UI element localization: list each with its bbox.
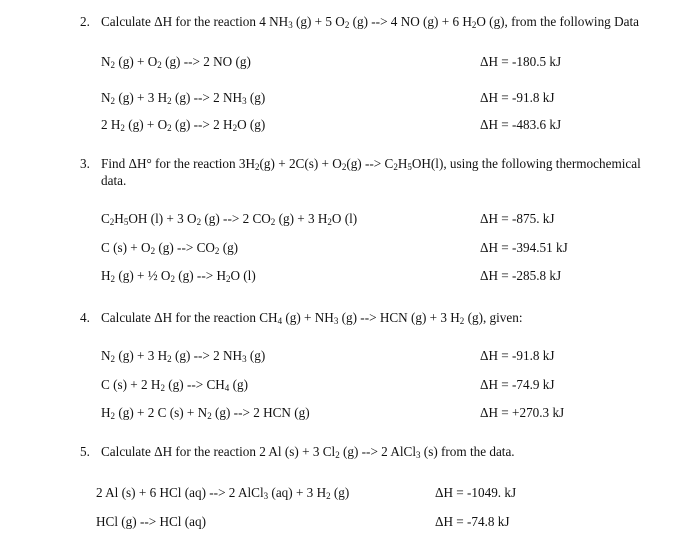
subscript: 2 (110, 274, 116, 284)
subscript: 2 (207, 411, 212, 421)
subscript: 2 (110, 96, 116, 106)
subscript: 2 (459, 316, 465, 326)
enthalpy-2-3: ΔH = -483.6 kJ (480, 117, 562, 132)
text-run: H (397, 156, 408, 171)
enthalpy-3-1: ΔH = -875. kJ (480, 211, 555, 226)
reaction-3-3 (101, 268, 256, 284)
subscript: 2 (109, 217, 115, 227)
text-run: (g) + NH (282, 310, 334, 325)
subscript: 2 (471, 20, 477, 30)
enthalpy-4-1: ΔH = -91.8 kJ (480, 348, 555, 363)
subscript: 2 (110, 354, 116, 364)
text-run: H (101, 405, 111, 420)
subscript: 2 (232, 123, 238, 133)
text-run: (g) + 3 H (115, 348, 168, 363)
text-run: O (g) (237, 117, 266, 132)
subscript: 3 (242, 354, 247, 364)
subscript: 2 (110, 60, 116, 70)
text-run: (g) (330, 485, 350, 500)
reaction-4-2 (101, 377, 248, 393)
subscript: 2 (167, 123, 172, 133)
subscript: 3 (333, 316, 339, 326)
text-run: (g) --> 2 NO (g) (161, 54, 251, 69)
subscript: 5 (123, 217, 129, 227)
subscript: 2 (225, 274, 231, 284)
subscript: 2 (157, 60, 162, 70)
text-run: (g) --> 2 CO (201, 211, 271, 226)
enthalpy-4-3: ΔH = +270.3 kJ (480, 405, 565, 420)
reaction-2-3 (101, 117, 265, 133)
text-run: 2 H (101, 117, 121, 132)
subscript: 2 (327, 217, 332, 227)
text-run: Calculate ΔH for the reaction CH (101, 310, 278, 325)
subscript: 3 (242, 96, 247, 106)
text-run: (g) --> C (346, 156, 394, 171)
subscript: 4 (224, 383, 230, 393)
problem-2-prompt (101, 14, 639, 30)
text-run: (g) --> 2 NH (171, 348, 243, 363)
subscript: 2 (344, 20, 350, 30)
reaction-4-1 (101, 348, 265, 364)
problem-4-prompt (101, 310, 523, 326)
text-run: (aq) + 3 H (268, 485, 327, 500)
reaction-5-2 (96, 514, 206, 530)
text-run: (g) --> CO (155, 240, 215, 255)
text-run: (g) (246, 90, 266, 105)
text-run: (g) + ½ O (115, 268, 171, 283)
subscript: 3 (416, 450, 421, 460)
subscript: 2 (196, 217, 202, 227)
text-run: (g) --> 2 AlCl (339, 444, 416, 459)
text-run: C (s) + O (101, 240, 151, 255)
text-run: (g) --> CH (164, 377, 225, 392)
text-run: (g) + 3 H (115, 90, 168, 105)
text-run: H (101, 268, 111, 283)
subscript: 2 (170, 274, 175, 284)
text-run: N (101, 90, 111, 105)
problem-3-prompt-continued: data. (101, 173, 127, 188)
text-run: (g), given: (464, 310, 523, 325)
subscript: 3 (288, 20, 293, 30)
subscript: 2 (150, 246, 156, 256)
text-run: Find ΔH° for the reaction 3H (101, 156, 256, 171)
enthalpy-3-3: ΔH = -285.8 kJ (480, 268, 562, 283)
text-run: (g) --> 4 NO (g) + 6 H (349, 14, 472, 29)
text-run: 2 Al (s) + 6 HCl (aq) --> 2 AlCl (96, 485, 264, 500)
subscript: 2 (255, 162, 260, 172)
enthalpy-3-2: ΔH = -394.51 kJ (480, 240, 568, 255)
subscript: 2 (326, 491, 331, 501)
subscript: 5 (407, 162, 412, 172)
text-run: (g) --> H (174, 268, 226, 283)
reaction-4-3 (101, 405, 310, 421)
text-run: (g) + 5 O (292, 14, 345, 29)
text-run: HCl (g) --> HCl (aq) (96, 514, 206, 529)
problem-4-number: 4. (80, 310, 90, 325)
text-run: H (114, 211, 124, 226)
text-run: O (g), from the following Data (476, 14, 639, 29)
reaction-2-1 (101, 54, 251, 70)
text-run: Calculate ΔH for the reaction 2 Al (s) + 3 Cl (101, 444, 336, 459)
text-run: (g) + 3 H (275, 211, 328, 226)
problem-5-number: 5. (80, 444, 90, 459)
problem-2-number: 2. (80, 14, 90, 29)
text-run: (s) from the data. (420, 444, 515, 459)
text-run: N (101, 348, 111, 363)
subscript: 2 (270, 217, 276, 227)
text-run: (g) (229, 377, 248, 392)
text-run: (g) --> 2 HCN (g) (211, 405, 310, 420)
text-run: (g) --> HCN (g) + 3 H (338, 310, 460, 325)
reaction-3-2 (101, 240, 238, 256)
subscript: 2 (110, 411, 116, 421)
problem-3-number: 3. (80, 156, 90, 171)
enthalpy-5-1: ΔH = -1049. kJ (435, 485, 517, 500)
enthalpy-2-2: ΔH = -91.8 kJ (480, 90, 555, 105)
reaction-2-2 (101, 90, 265, 106)
enthalpy-2-1: ΔH = -180.5 kJ (480, 54, 562, 69)
subscript: 2 (120, 123, 125, 133)
text-run: O (l) (230, 268, 256, 283)
problem-3-prompt (101, 156, 641, 172)
text-run: (g) + 2 C (s) + N (115, 405, 208, 420)
text-run: (g) (246, 348, 266, 363)
text-run: N (101, 54, 111, 69)
subscript: 2 (214, 246, 220, 256)
enthalpy-4-2: ΔH = -74.9 kJ (480, 377, 555, 392)
text-run: (g) (219, 240, 239, 255)
subscript: 2 (167, 96, 172, 106)
text-run: (g) + 2C(s) + O (259, 156, 342, 171)
subscript: 2 (393, 162, 398, 172)
text-run: (g) + O (124, 117, 168, 132)
text-run: Calculate ΔH for the reaction 4 NH (101, 14, 289, 29)
text-run: C (101, 211, 110, 226)
subscript: 3 (263, 491, 269, 501)
subscript: 4 (277, 316, 283, 326)
reaction-3-1 (101, 211, 357, 227)
subscript: 2 (341, 162, 347, 172)
text-run: OH(l), using the following thermochemical (411, 156, 641, 171)
enthalpy-5-2: ΔH = -74.8 kJ (435, 514, 510, 529)
text-run: (g) + O (115, 54, 158, 69)
text-run: OH (l) + 3 O (128, 211, 197, 226)
text-run: O (l) (331, 211, 358, 226)
problem-5-prompt (101, 444, 515, 460)
subscript: 2 (335, 450, 340, 460)
text-run: (g) --> 2 NH (171, 90, 243, 105)
text-run: C (s) + 2 H (101, 377, 161, 392)
reaction-5-1 (96, 485, 349, 501)
text-run: (g) --> 2 H (171, 117, 233, 132)
subscript: 2 (160, 383, 165, 393)
subscript: 2 (167, 354, 172, 364)
